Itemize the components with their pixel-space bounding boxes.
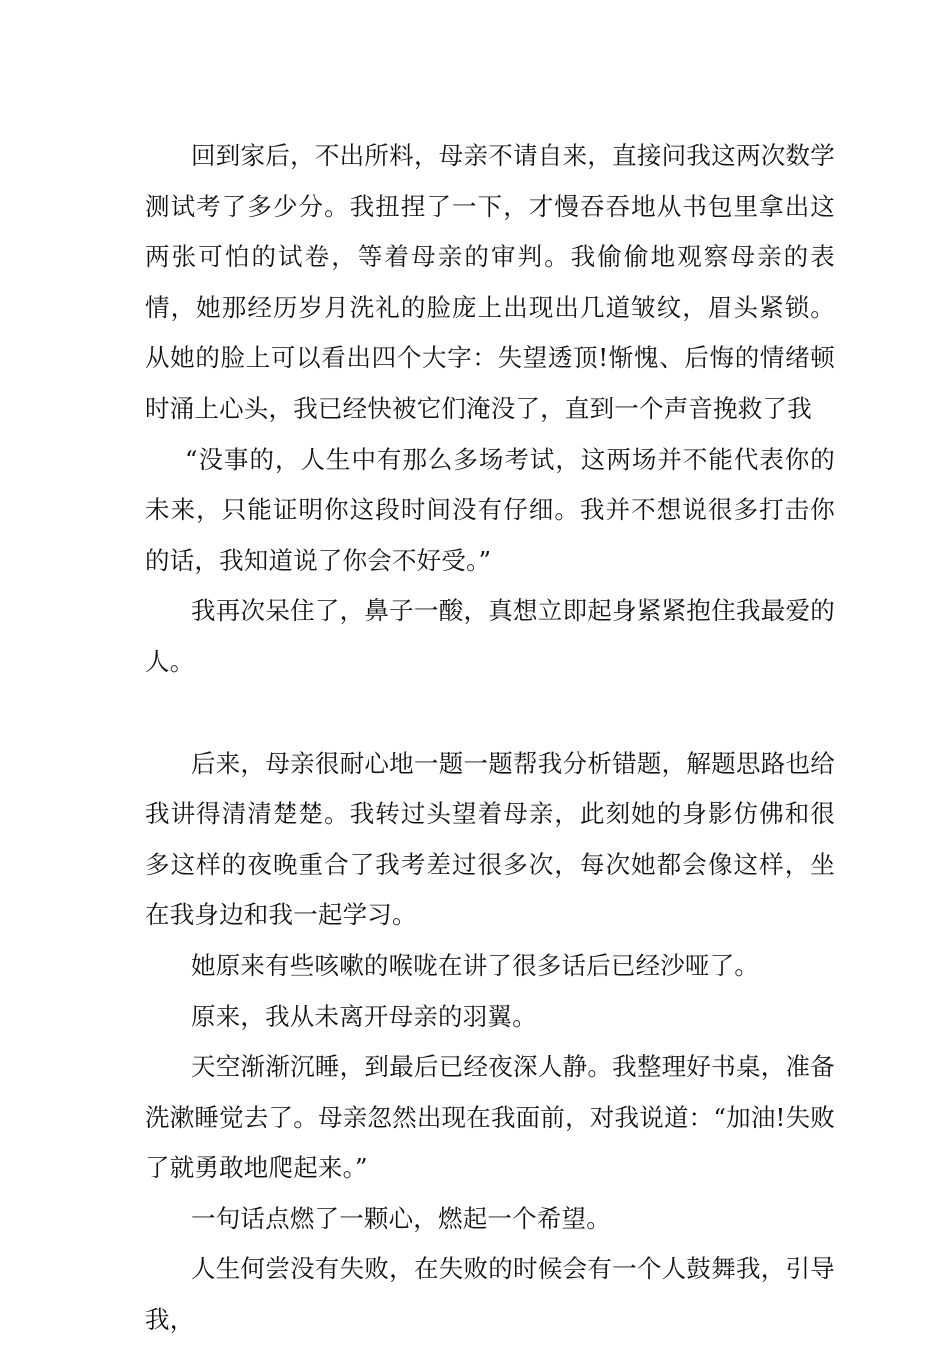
paragraph-night: 天空渐渐沉睡，到最后已经夜深人静。我整理好书桌，准备洗漱睡觉去了。母亲忽然出现在我面前，对我说道：“加油!失败了就勇敢地爬起来。”	[145, 1052, 835, 1183]
paragraph-later: 后来，母亲很耐心地一题一题帮我分析错题，解题思路也给我讲得清清楚楚。我转过头望着母亲，此刻她的身影仿佛和很多这样的夜晚重合了我考差过很多次，每次她都会像这样，坐在我身边和我一起学习。	[145, 748, 835, 930]
document-body	[145, 131, 835, 1346]
paragraph-spacer	[145, 688, 835, 739]
paragraph-wings: 原来，我从未离开母亲的羽翼。	[191, 1001, 537, 1031]
paragraph-failure: 人生何尝没有失败，在失败的时候会有一个人鼓舞我，引导我，	[145, 1254, 835, 1335]
paragraph-stunned: 我再次呆住了，鼻子一酸，真想立即起身紧紧抱住我最爱的人。	[145, 596, 835, 676]
paragraph-homecoming: 回到家后，不出所料，母亲不请自来，直接问我这两次数学测试考了多少分。我扭捏了一下，才慢吞吞地从书包里拿出这两张可怕的试卷，等着母亲的审判。我偷偷地观察母亲的表情，她那经历岁月洗礼的脸庞上出现出几道皱纹，眉头紧锁。从她的脸上可以看出四个大字：失望透顶!惭愧、后悔的情绪顿时涌上心头，我已经快被它们淹没了，直到一个声音挽救了我	[145, 141, 835, 423]
paragraph-spark: 一句话点燃了一颗心，燃起一个希望。	[191, 1203, 611, 1233]
paragraph-hoarse-voice: 她原来有些咳嗽的喉咙在讲了很多话后已经沙哑了。	[191, 950, 760, 980]
paragraph-mother-quote: “没事的，人生中有那么多场考试，这两场并不能代表你的未来，只能证明你这段时间没有仔细。我并不想说很多打击你的话，我知道说了你会不好受。”	[145, 444, 835, 575]
